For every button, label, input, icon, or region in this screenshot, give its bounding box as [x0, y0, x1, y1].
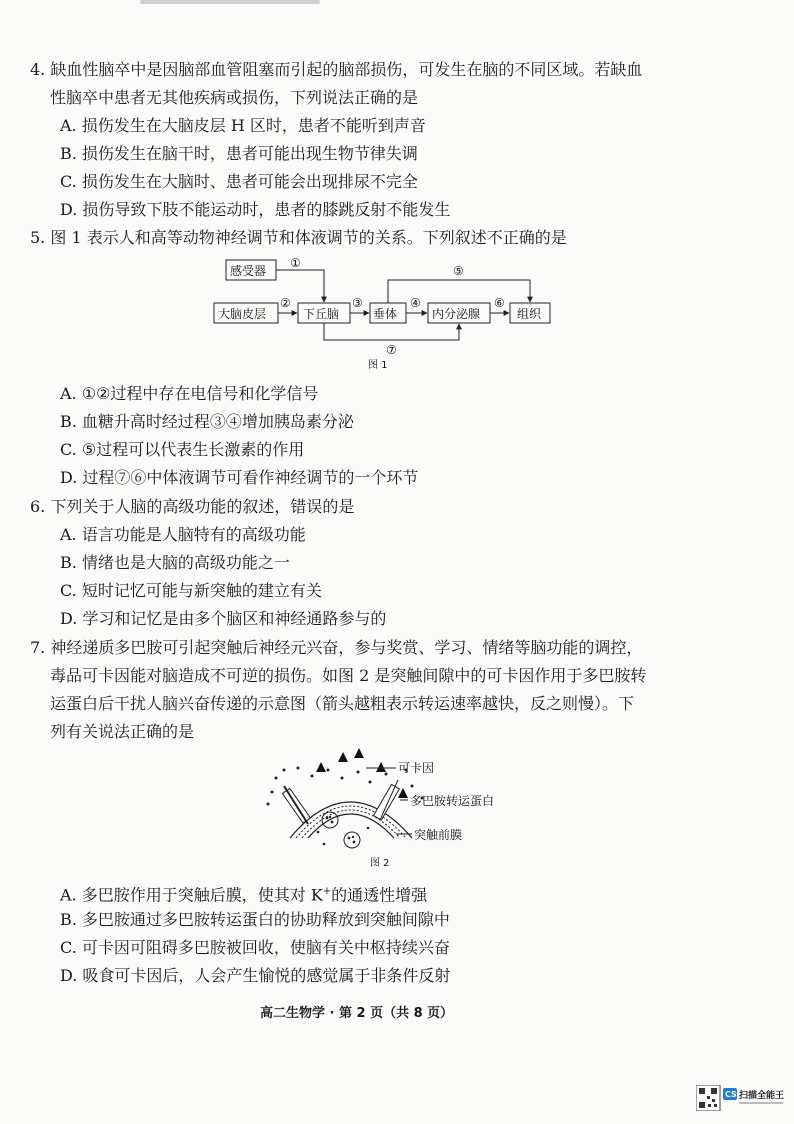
q7-stem-line4: 列有关说法正确的是	[50, 722, 195, 741]
q7-option-c: C. 可卡因可阻碍多巴胺被回收，使脑有关中枢持续兴奋	[60, 938, 450, 957]
figure-2-caption: 图 2	[370, 858, 390, 869]
q7-stem-line1: 7. 神经递质多巴胺可引起突触后神经元兴奋，参与奖赏、学习、情绪等脑功能的调控，	[30, 638, 643, 657]
q6-stem: 6. 下列关于人脑的高级功能的叙述，错误的是	[30, 497, 355, 516]
membrane-outer	[290, 802, 412, 838]
label-transporter: 多巴胺转运蛋白	[410, 794, 495, 808]
figure-1-caption: 图 1	[368, 360, 388, 371]
cs-badge-text: CS	[725, 1090, 737, 1099]
arrow-left-thick	[284, 786, 308, 824]
q7-option-d: D. 吸食可卡因后，人会产生愉悦的感觉属于非条件反射	[60, 966, 451, 985]
label-receptor: 感受器	[230, 264, 267, 278]
q7-option-a-tail: 的通透性增强	[331, 885, 428, 905]
q5-option-a: A. ①②过程中存在电信号和化学信号	[60, 384, 319, 403]
label-endocrine: 内分泌腺	[432, 307, 481, 321]
q6-option-c: C. 短时记忆可能与新突触的建立有关	[60, 581, 322, 600]
label-n4: ④	[410, 296, 421, 310]
page-footer: 高二生物学 · 第 2 页（共 8 页）	[260, 1006, 454, 1021]
q4-option-a: A. 损伤发生在大脑皮层 H 区时，患者不能听到声音	[60, 116, 426, 135]
q4-option-d: D. 损伤导致下肢不能运动时，患者的膝跳反射不能发生	[60, 200, 451, 219]
arrow-7	[324, 323, 459, 340]
q5-option-d: D. 过程⑦⑥中体液调节可看作神经调节的一个环节	[60, 468, 419, 487]
top-scan-mark	[140, 0, 320, 4]
q7-stem-line3: 运蛋白后干扰人脑兴奋传递的示意图（箭头越粗表示转运速率越快，反之则慢）。下	[50, 694, 635, 713]
label-n1: ①	[290, 256, 301, 270]
label-cocaine: 可卡因	[398, 761, 435, 775]
q7-option-a-superscript: +	[322, 886, 332, 897]
label-presyn: 突触前膜	[414, 828, 463, 842]
label-n2: ②	[280, 296, 291, 310]
label-n7: ⑦	[386, 343, 397, 357]
q7-option-a-text: A. 多巴胺作用于突触后膜，使其对 K	[60, 885, 323, 905]
label-pituitary: 垂体	[373, 307, 398, 321]
figure-2-diagram	[262, 748, 522, 870]
q5-option-c: C. ⑤过程可以代表生长激素的作用	[60, 440, 305, 459]
q4-option-c: C. 损伤发生在大脑时、患者可能会出现排尿不完全	[60, 172, 418, 191]
q7-option-a	[60, 882, 427, 905]
label-tissue: 组织	[517, 307, 542, 321]
label-cortex: 大脑皮层	[218, 307, 267, 321]
q6-option-b: B. 情绪也是大脑的高级功能之一	[60, 553, 290, 572]
q5-stem: 5. 图 1 表示人和高等动物神经调节和体液调节的关系。下列叙述不正确的是	[30, 228, 567, 247]
label-hypothalamus: 下丘脑	[303, 307, 340, 321]
q7-option-b: B. 多巴胺通过多巴胺转运蛋白的协助释放到突触间隙中	[60, 910, 450, 929]
figure-1-diagram	[210, 254, 560, 374]
q6-option-a: A. 语言功能是人脑特有的高级功能	[60, 525, 306, 544]
scanner-watermark-logo	[696, 1085, 786, 1111]
q6-option-d: D. 学习和记忆是由多个脑区和神经通路参与的	[60, 609, 387, 628]
label-n3: ③	[352, 296, 363, 310]
label-n6: ⑥	[494, 296, 505, 310]
q5-option-b: B. 血糖升高时经过程③④增加胰岛素分泌	[60, 412, 354, 431]
vesicle-2	[344, 832, 360, 848]
q4-stem-line2: 性脑卒中患者无其他疾病或损伤，下列说法正确的是	[50, 88, 419, 107]
watermark-name: 扫描全能王	[739, 1091, 785, 1101]
q4-option-b: B. 损伤发生在脑干时，患者可能出现生物节律失调	[60, 144, 418, 163]
q7-stem-line2: 毒品可卡因能对脑造成不可逆的损伤。如图 2 是突触间隙中的可卡因作用于多巴胺转	[50, 666, 647, 685]
label-n5: ⑤	[453, 264, 464, 278]
q4-stem-line1: 4. 缺血性脑卒中是因脑部血管阻塞而引起的脑部损伤，可发生在脑的不同区域。若缺血	[30, 60, 643, 79]
